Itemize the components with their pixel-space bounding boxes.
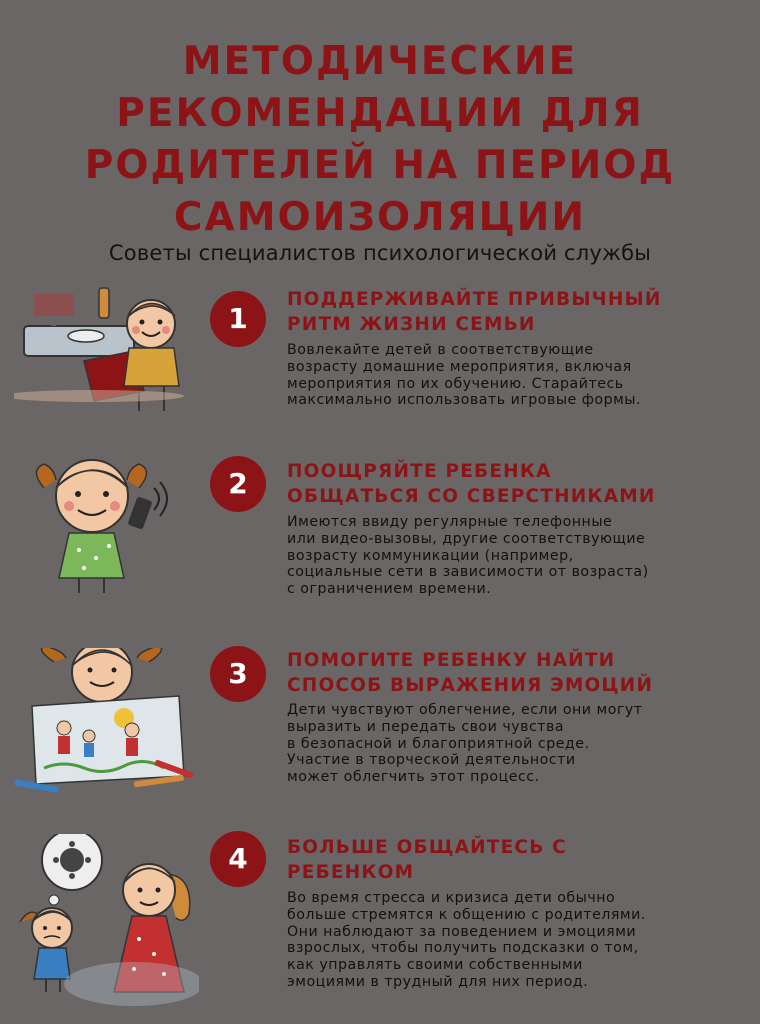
tip-4 [0,834,760,1024]
title-line: РОДИТЕЛЕЙ НА ПЕРИОД [84,143,676,188]
tip-body-line: как управлять своими собственными [287,957,583,974]
tip-heading-line: ПООЩРЯЙТЕ РЕБЕНКА [287,461,552,482]
tip-body-line: социальные сети в зависимости от возраста) [287,564,649,581]
tip-body-line: Дети чувствуют облегчение, если они могут [287,702,643,718]
tip-heading [287,287,747,337]
tip-heading-line: СПОСОБ ВЫРАЖЕНИЯ ЭМОЦИЙ [287,675,654,696]
page-subtitle: Советы специалистов психологической службы [108,241,652,265]
tip-number-badge: 2 [210,456,266,512]
girl-washing-dishes-icon [14,286,199,461]
tip-heading-line: РИТМ ЖИЗНИ СЕМЬИ [287,314,536,335]
tip-1 [0,286,760,476]
tip-2 [0,458,760,648]
tip-body-line: выразить и передать свои чувства [287,718,565,735]
tip-body-line: эмоциями в трудный для них период. [287,973,589,990]
tip-body-line: возрасту домашние мероприятия, включая [287,358,632,375]
tip-body-line: максимально использовать игровые формы. [287,392,641,409]
tip-body-line: Во время стресса и кризиса дети обычно [287,890,616,906]
tip-3 [0,648,760,838]
tip-body-line: мероприятия по их обучению. Старайтесь [287,375,624,392]
tip-body-line: Вовлекайте детей в соответствующие [287,342,594,358]
tip-body-line: в безопасной и благоприятной среде. [287,735,590,752]
title-line: САМОИЗОЛЯЦИИ [173,195,587,240]
tip-number-badge: 3 [210,646,266,702]
tip-body-line: Они наблюдают за поведением и эмоциями [287,923,637,940]
child-drawing-family-icon [14,648,199,823]
tip-heading-line: ОБЩАТЬСЯ СО СВЕРСТНИКАМИ [287,486,656,507]
girl-with-phone-icon [14,458,199,633]
tip-heading [287,459,747,509]
tip-body-line: Имеются ввиду регулярные телефонные [287,514,613,530]
tip-number-badge: 1 [210,291,266,347]
tip-body [287,702,757,786]
tip-body-line: взрослых, чтобы получить подсказки о том, [287,940,639,957]
tip-heading-line: ПОМОГИТЕ РЕБЕНКУ НАЙТИ [287,650,616,671]
tip-body-line: или видео-вызовы, другие соответствующие [287,530,646,547]
tip-heading-line: РЕБЕНКОМ [287,862,415,883]
tip-heading-line: БОЛЬШЕ ОБЩАЙТЕСЬ С [287,837,567,858]
tip-body [287,342,757,409]
tip-body-line: возрасту коммуникации (например, [287,547,574,564]
tip-body-line: может облегчить этот процесс. [287,769,540,786]
tip-heading-line: ПОДДЕРЖИВАЙТЕ ПРИВЫЧНЫЙ [287,289,662,310]
mother-and-child-talking-icon [14,834,199,1009]
tip-body [287,514,757,598]
tip-body-line: Участие в творческой деятельности [287,752,576,769]
title-line: РЕКОМЕНДАЦИИ ДЛЯ [116,91,644,136]
tip-heading [287,835,747,885]
tip-body [287,890,757,991]
tip-number-badge: 4 [210,831,266,887]
tip-heading [287,648,747,698]
tip-body-line: с ограничением времени. [287,581,492,598]
page-title [0,36,760,244]
tip-body-line: больше стремятся к общению с родителями. [287,906,646,923]
title-line: МЕТОДИЧЕСКИЕ [182,39,578,84]
